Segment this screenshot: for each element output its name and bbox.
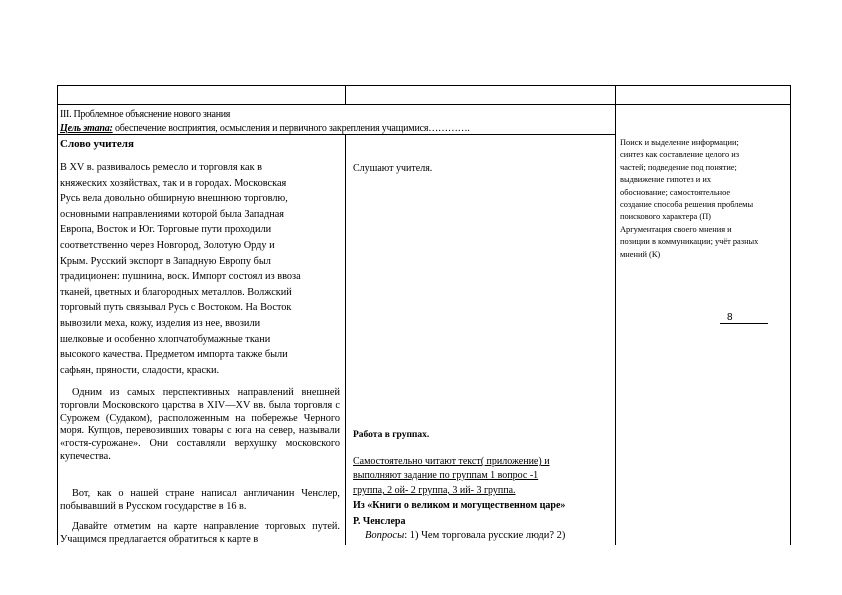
book-author-line: Р. Ченслера (353, 516, 406, 527)
uud-description (620, 137, 788, 261)
task-line-3: группа, 2 ой- 2 группа, 3 ий- 3 группа. (353, 485, 516, 496)
text-line: традиционен: пушнина, воск. Импорт состоял из ввоза (60, 271, 301, 283)
task-line-1: Самостоятельно читают текст( приложение) и (353, 456, 550, 467)
text-line: шелковые и особенно хлопчатобумажные ткани (60, 333, 271, 345)
teacher-paragraph-3 (60, 488, 340, 514)
paragraph-text: Давайте отметим на карте направление торговых путей. Учащимся предлагается обратиться к карте в (60, 521, 340, 545)
section-goal (60, 123, 470, 134)
students-listen: Слушают учителя. (353, 163, 433, 174)
uud-line: обоснование; самостоятельное (620, 187, 731, 197)
table-left-border (57, 85, 58, 545)
column-divider-2 (615, 85, 616, 545)
uud-line: создание способа решения проблемы (620, 200, 754, 210)
text-line: Русь вела довольно обширную внешнюю торговлю, (60, 193, 288, 205)
text-line: княжеских хозяйствах, так и в городах. Московская (60, 177, 287, 189)
uud-line: поискового характера (П) (620, 212, 711, 222)
page-number-line (720, 323, 768, 324)
column-divider-1 (345, 85, 346, 105)
table-right-border (790, 85, 791, 545)
text-line: сафьян, пряности, сладости, краски. (60, 364, 220, 376)
table-top-border-right (615, 85, 791, 86)
text-line: торговый путь связывал Русь с Востоком. На Восток (60, 302, 292, 314)
goal-text: обеспечение восприятия, осмысления и первичного закрепления учащимися…………. (112, 123, 470, 134)
text-line: В XV в. развивалось ремесло и торговля как в (60, 162, 263, 173)
page-number: 8 (727, 312, 733, 323)
text-line: тканей, цветных и благородных металлов. Волжский (60, 286, 292, 298)
task-line-2: выполняют задание по группам 1 вопрос -1 (353, 470, 539, 481)
uud-line: выдвижение гипотез и их (620, 175, 712, 185)
uud-line: мнений (К) (620, 249, 661, 259)
teacher-paragraph-2 (60, 387, 340, 464)
text-line: соответственно через Новгород, Золотую Орду и (60, 239, 275, 251)
text-line: Крым. Русский экспорт в Западную Европу был (60, 255, 271, 267)
teacher-paragraph-1 (60, 160, 340, 378)
uud-line: позиции в коммуникации; учёт разных (620, 237, 759, 247)
uud-line: синтез как составление целого из (620, 150, 740, 160)
uud-line: Аргументация своего мнения и (620, 224, 732, 234)
text-line: Европа, Восток и Юг. Торговые пути проходили (60, 224, 272, 236)
uud-line: Поиск и выделение информации; (620, 138, 739, 147)
table-top-border (57, 85, 615, 86)
text-line: основными направлениями которой была Западная (60, 208, 285, 220)
text-line: высокого качества. Предметом импорта также были (60, 349, 288, 361)
teacher-heading: Слово учителя (60, 138, 134, 150)
section-row-bottom (57, 134, 615, 135)
book-title-line: Из «Книги о великом и могущественном царе» (353, 500, 566, 511)
questions-text: : 1) Чем торговала русские люди? 2) (404, 530, 566, 541)
paragraph-text: Одним из самых перспективных направлений внешней торговли Московского царства в XIV—XV вв. была торговля с Сурожем (Судаком), расположенным на побережье Черного моря. Купцов, перевозивших товары с юга на север, называли «гостя-сурожане». Они составляли верхушку московского купечества. (60, 387, 340, 462)
group-work-label: Работа в группах. (353, 430, 430, 440)
uud-line: частей; подведение под понятие; (620, 162, 737, 172)
section-title: III. Проблемное объяснение нового знания (60, 109, 231, 120)
questions-line (353, 530, 623, 541)
paragraph-text: Вот, как о нашей стране написал англичанин Ченслер, побывавший в Русском государстве в 16 в. (60, 488, 340, 512)
questions-label: Вопросы (365, 530, 405, 541)
column-divider-1b (345, 134, 346, 545)
text-line: вывозили меха, кожу, изделия из нее, ввозили (60, 317, 261, 329)
header-row-bottom (57, 104, 791, 105)
goal-label: Цель этапа: (60, 123, 113, 134)
teacher-paragraph-4 (60, 521, 340, 547)
